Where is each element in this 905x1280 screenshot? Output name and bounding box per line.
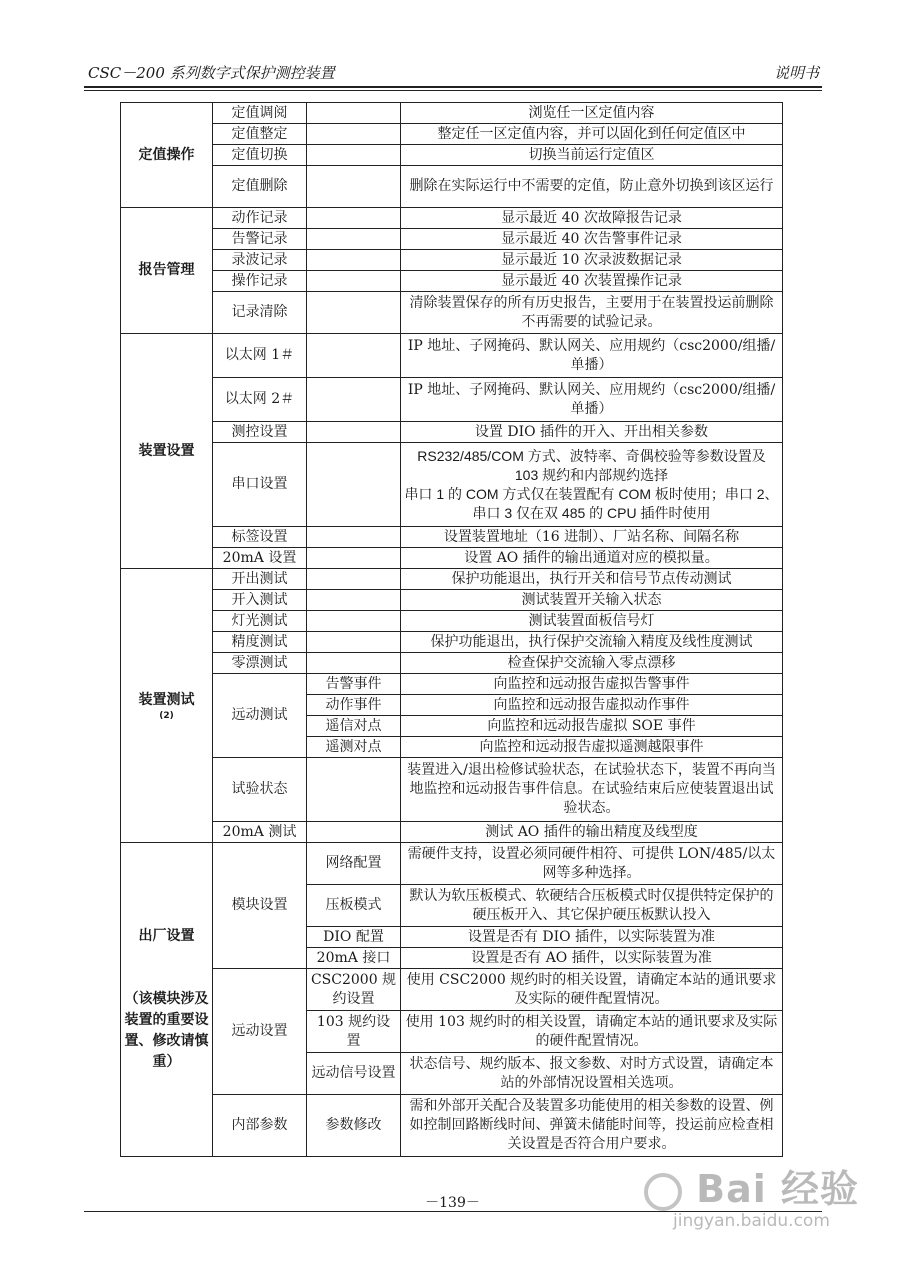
sub-item-name: 告警事件 (307, 674, 401, 695)
item-desc: IP 地址、子网掩码、默认网关、应用规约（csc2000/组播/单播） (401, 378, 783, 422)
table-row (121, 334, 783, 378)
category-warning: （该模块涉及装置的重要设置、修改请慎重） (124, 991, 209, 1070)
category-factory (121, 843, 213, 1157)
watermark-url: jingyan.baidu.com (673, 1211, 830, 1231)
category-label: 出厂设置 (138, 928, 195, 944)
item-desc: 显示最近 40 次告警事件记录 (401, 229, 783, 250)
sub-item-empty (307, 653, 401, 674)
sub-item-empty (307, 250, 401, 271)
table-row (121, 611, 783, 632)
sub-item-empty (307, 124, 401, 145)
item-desc: 向监控和远动报告虚拟动作事件 (401, 695, 783, 716)
table-row (121, 527, 783, 548)
item-desc: 装置进入/退出检修试验状态，在试验状态下，装置不再向当地监控和远动报告事件信息。在试验结束后应使装置退出试验状态。 (401, 758, 783, 822)
item-name: 试验状态 (213, 758, 307, 822)
paw-icon (644, 1173, 682, 1211)
table-row (121, 271, 783, 292)
item-name: 以太网 2＃ (213, 378, 307, 422)
item-name: 20mA 测试 (213, 822, 307, 843)
item-desc: 默认为软压板模式、软硬结合压板模式时仅提供特定保护的硬压板开入、其它保护硬压板默认投入 (401, 885, 783, 927)
table-row (121, 843, 783, 885)
item-name: 开入测试 (213, 590, 307, 611)
sub-item-empty (307, 569, 401, 590)
watermark-logo (644, 1158, 859, 1213)
table-row (121, 822, 783, 843)
footnote-marker: (2) (159, 711, 174, 721)
item-desc: 整定任一区定值内容，并可以固化到任何定值区中 (401, 124, 783, 145)
table-row (121, 758, 783, 822)
sub-item-empty (307, 590, 401, 611)
category-device-settings: 装置设置 (121, 334, 213, 569)
table-row (121, 145, 783, 166)
item-name: 录波记录 (213, 250, 307, 271)
item-name: 零漂测试 (213, 653, 307, 674)
item-desc: 保护功能退出，执行保护交流输入精度及线性度测试 (401, 632, 783, 653)
item-desc: 清除装置保存的所有历史报告，主要用于在装置投运前删除不再需要的试验记录。 (401, 292, 783, 334)
table-row (121, 569, 783, 590)
table-row (121, 292, 783, 334)
group-remote-test: 远动测试 (213, 674, 307, 758)
category-setting-ops: 定值操作 (121, 103, 213, 208)
header-rule-thin (84, 90, 822, 91)
item-desc: 显示最近 10 次录波数据记录 (401, 250, 783, 271)
sub-item-name: 远动信号设置 (307, 1053, 401, 1095)
item-desc: 检查保护交流输入零点漂移 (401, 653, 783, 674)
sub-item-name: 103 规约设置 (307, 1011, 401, 1053)
sub-item-name: 网络配置 (307, 843, 401, 885)
item-name: 动作记录 (213, 208, 307, 229)
sub-item-name: 遥测对点 (307, 737, 401, 758)
table-row (121, 378, 783, 422)
sub-item-empty (307, 422, 401, 443)
sub-item-empty (307, 292, 401, 334)
item-name: 串口设置 (213, 443, 307, 527)
table-row (121, 166, 783, 208)
item-name: 定值调阅 (213, 103, 307, 124)
item-desc: IP 地址、子网掩码、默认网关、应用规约（csc2000/组播/单播） (401, 334, 783, 378)
sub-item-name: 参数修改 (307, 1095, 401, 1157)
sub-item-name: DIO 配置 (307, 927, 401, 948)
item-desc: 设置 AO 插件的输出通道对应的模拟量。 (401, 548, 783, 569)
item-desc: 测试 AO 插件的输出精度及线型度 (401, 822, 783, 843)
item-name: 20mA 设置 (213, 548, 307, 569)
sub-item-name: 压板模式 (307, 885, 401, 927)
header-rule (84, 86, 822, 88)
sub-item-empty (307, 632, 401, 653)
group-internal-params: 内部参数 (213, 1095, 307, 1157)
sub-item-empty (307, 758, 401, 822)
item-name: 测控设置 (213, 422, 307, 443)
watermark-brand: Bai 经验 (696, 1167, 859, 1211)
table-row (121, 674, 783, 695)
watermark (644, 1158, 859, 1231)
table-row (121, 208, 783, 229)
item-desc: 设置是否有 DIO 插件，以实际装置为准 (401, 927, 783, 948)
item-desc-line: RS232/485/COM 方式、波特率、奇偶校验等参数设置及 103 规约和内部规约选择 (417, 447, 766, 483)
item-name: 操作记录 (213, 271, 307, 292)
sub-item-name: 遥信对点 (307, 716, 401, 737)
item-desc: 向监控和远动报告虚拟 SOE 事件 (401, 716, 783, 737)
sub-item-empty (307, 611, 401, 632)
item-desc: 测试装置开关输入状态 (401, 590, 783, 611)
item-desc: 向监控和远动报告虚拟遥测越限事件 (401, 737, 783, 758)
sub-item-empty (307, 103, 401, 124)
category-device-test (121, 569, 213, 843)
item-name: 以太网 1＃ (213, 334, 307, 378)
item-name: 定值删除 (213, 166, 307, 208)
item-desc: 使用 103 规约时的相关设置，请确定本站的通讯要求及实际的硬件配置情况。 (401, 1011, 783, 1053)
item-name: 定值整定 (213, 124, 307, 145)
sub-item-empty (307, 208, 401, 229)
item-desc: 设置 DIO 插件的开入、开出相关参数 (401, 422, 783, 443)
sub-item-empty (307, 822, 401, 843)
sub-item-name: 动作事件 (307, 695, 401, 716)
function-table (120, 102, 783, 1157)
item-desc: 设置是否有 AO 插件，以实际装置为准 (401, 948, 783, 969)
item-desc-line: 串口 1 的 COM 方式仅在装置配有 COM 板时使用；串口 2、串口 3 仅在双 485 的 CPU 插件时使用 (404, 485, 779, 521)
item-desc: 使用 CSC2000 规约时的相关设置，请确定本站的通讯要求及实际的硬件配置情况。 (401, 969, 783, 1011)
item-name: 告警记录 (213, 229, 307, 250)
item-name: 定值切换 (213, 145, 307, 166)
item-desc: 切换当前运行定值区 (401, 145, 783, 166)
sub-item-empty (307, 443, 401, 527)
sub-item-name: CSC2000 规约设置 (307, 969, 401, 1011)
category-label: 装置测试 (138, 692, 195, 708)
item-name: 开出测试 (213, 569, 307, 590)
sub-item-empty (307, 229, 401, 250)
sub-item-name: 20mA 接口 (307, 948, 401, 969)
table-row (121, 653, 783, 674)
item-desc: 显示最近 40 次故障报告记录 (401, 208, 783, 229)
sub-item-empty (307, 145, 401, 166)
sub-item-empty (307, 271, 401, 292)
item-desc (401, 443, 783, 527)
item-desc: 需硬件支持，设置必须同硬件相符、可提供 LON/485/以太网等多种选择。 (401, 843, 783, 885)
item-desc: 设置装置地址（16 进制）、厂站名称、间隔名称 (401, 527, 783, 548)
item-name: 精度测试 (213, 632, 307, 653)
item-desc: 删除在实际运行中不需要的定值，防止意外切换到该区运行 (401, 166, 783, 208)
page-number: －139－ (425, 1195, 480, 1211)
table-row (121, 548, 783, 569)
item-desc: 需和外部开关配合及装置多功能使用的相关参数的设置、例如控制回路断线时间、弹簧未储能时间等，投运前应检查相关设置是否符合用户要求。 (401, 1095, 783, 1157)
table-row (121, 422, 783, 443)
item-name: 标签设置 (213, 527, 307, 548)
item-desc: 向监控和远动报告虚拟告警事件 (401, 674, 783, 695)
header-title: CSC－200 系列数字式保护测控装置 (88, 64, 335, 82)
sub-item-empty (307, 166, 401, 208)
header-doc-type: 说明书 (773, 64, 819, 82)
table-row (121, 969, 783, 1011)
group-remote-settings: 远动设置 (213, 969, 307, 1095)
item-desc: 浏览任一区定值内容 (401, 103, 783, 124)
sub-item-empty (307, 378, 401, 422)
table-row (121, 103, 783, 124)
item-name: 记录清除 (213, 292, 307, 334)
table-row (121, 632, 783, 653)
table-row (121, 1095, 783, 1157)
table-row (121, 590, 783, 611)
table-row (121, 250, 783, 271)
sub-item-empty (307, 334, 401, 378)
table-row (121, 124, 783, 145)
item-desc: 状态信号、规约版本、报文参数、对时方式设置，请确定本站的外部情况设置相关选项。 (401, 1053, 783, 1095)
sub-item-empty (307, 527, 401, 548)
item-desc: 保护功能退出，执行开关和信号节点传动测试 (401, 569, 783, 590)
item-desc: 测试装置面板信号灯 (401, 611, 783, 632)
table-row (121, 229, 783, 250)
sub-item-empty (307, 548, 401, 569)
group-module-settings: 模块设置 (213, 843, 307, 969)
item-name: 灯光测试 (213, 611, 307, 632)
table-row (121, 443, 783, 527)
item-desc: 显示最近 40 次装置操作记录 (401, 271, 783, 292)
category-report-mgmt: 报告管理 (121, 208, 213, 334)
